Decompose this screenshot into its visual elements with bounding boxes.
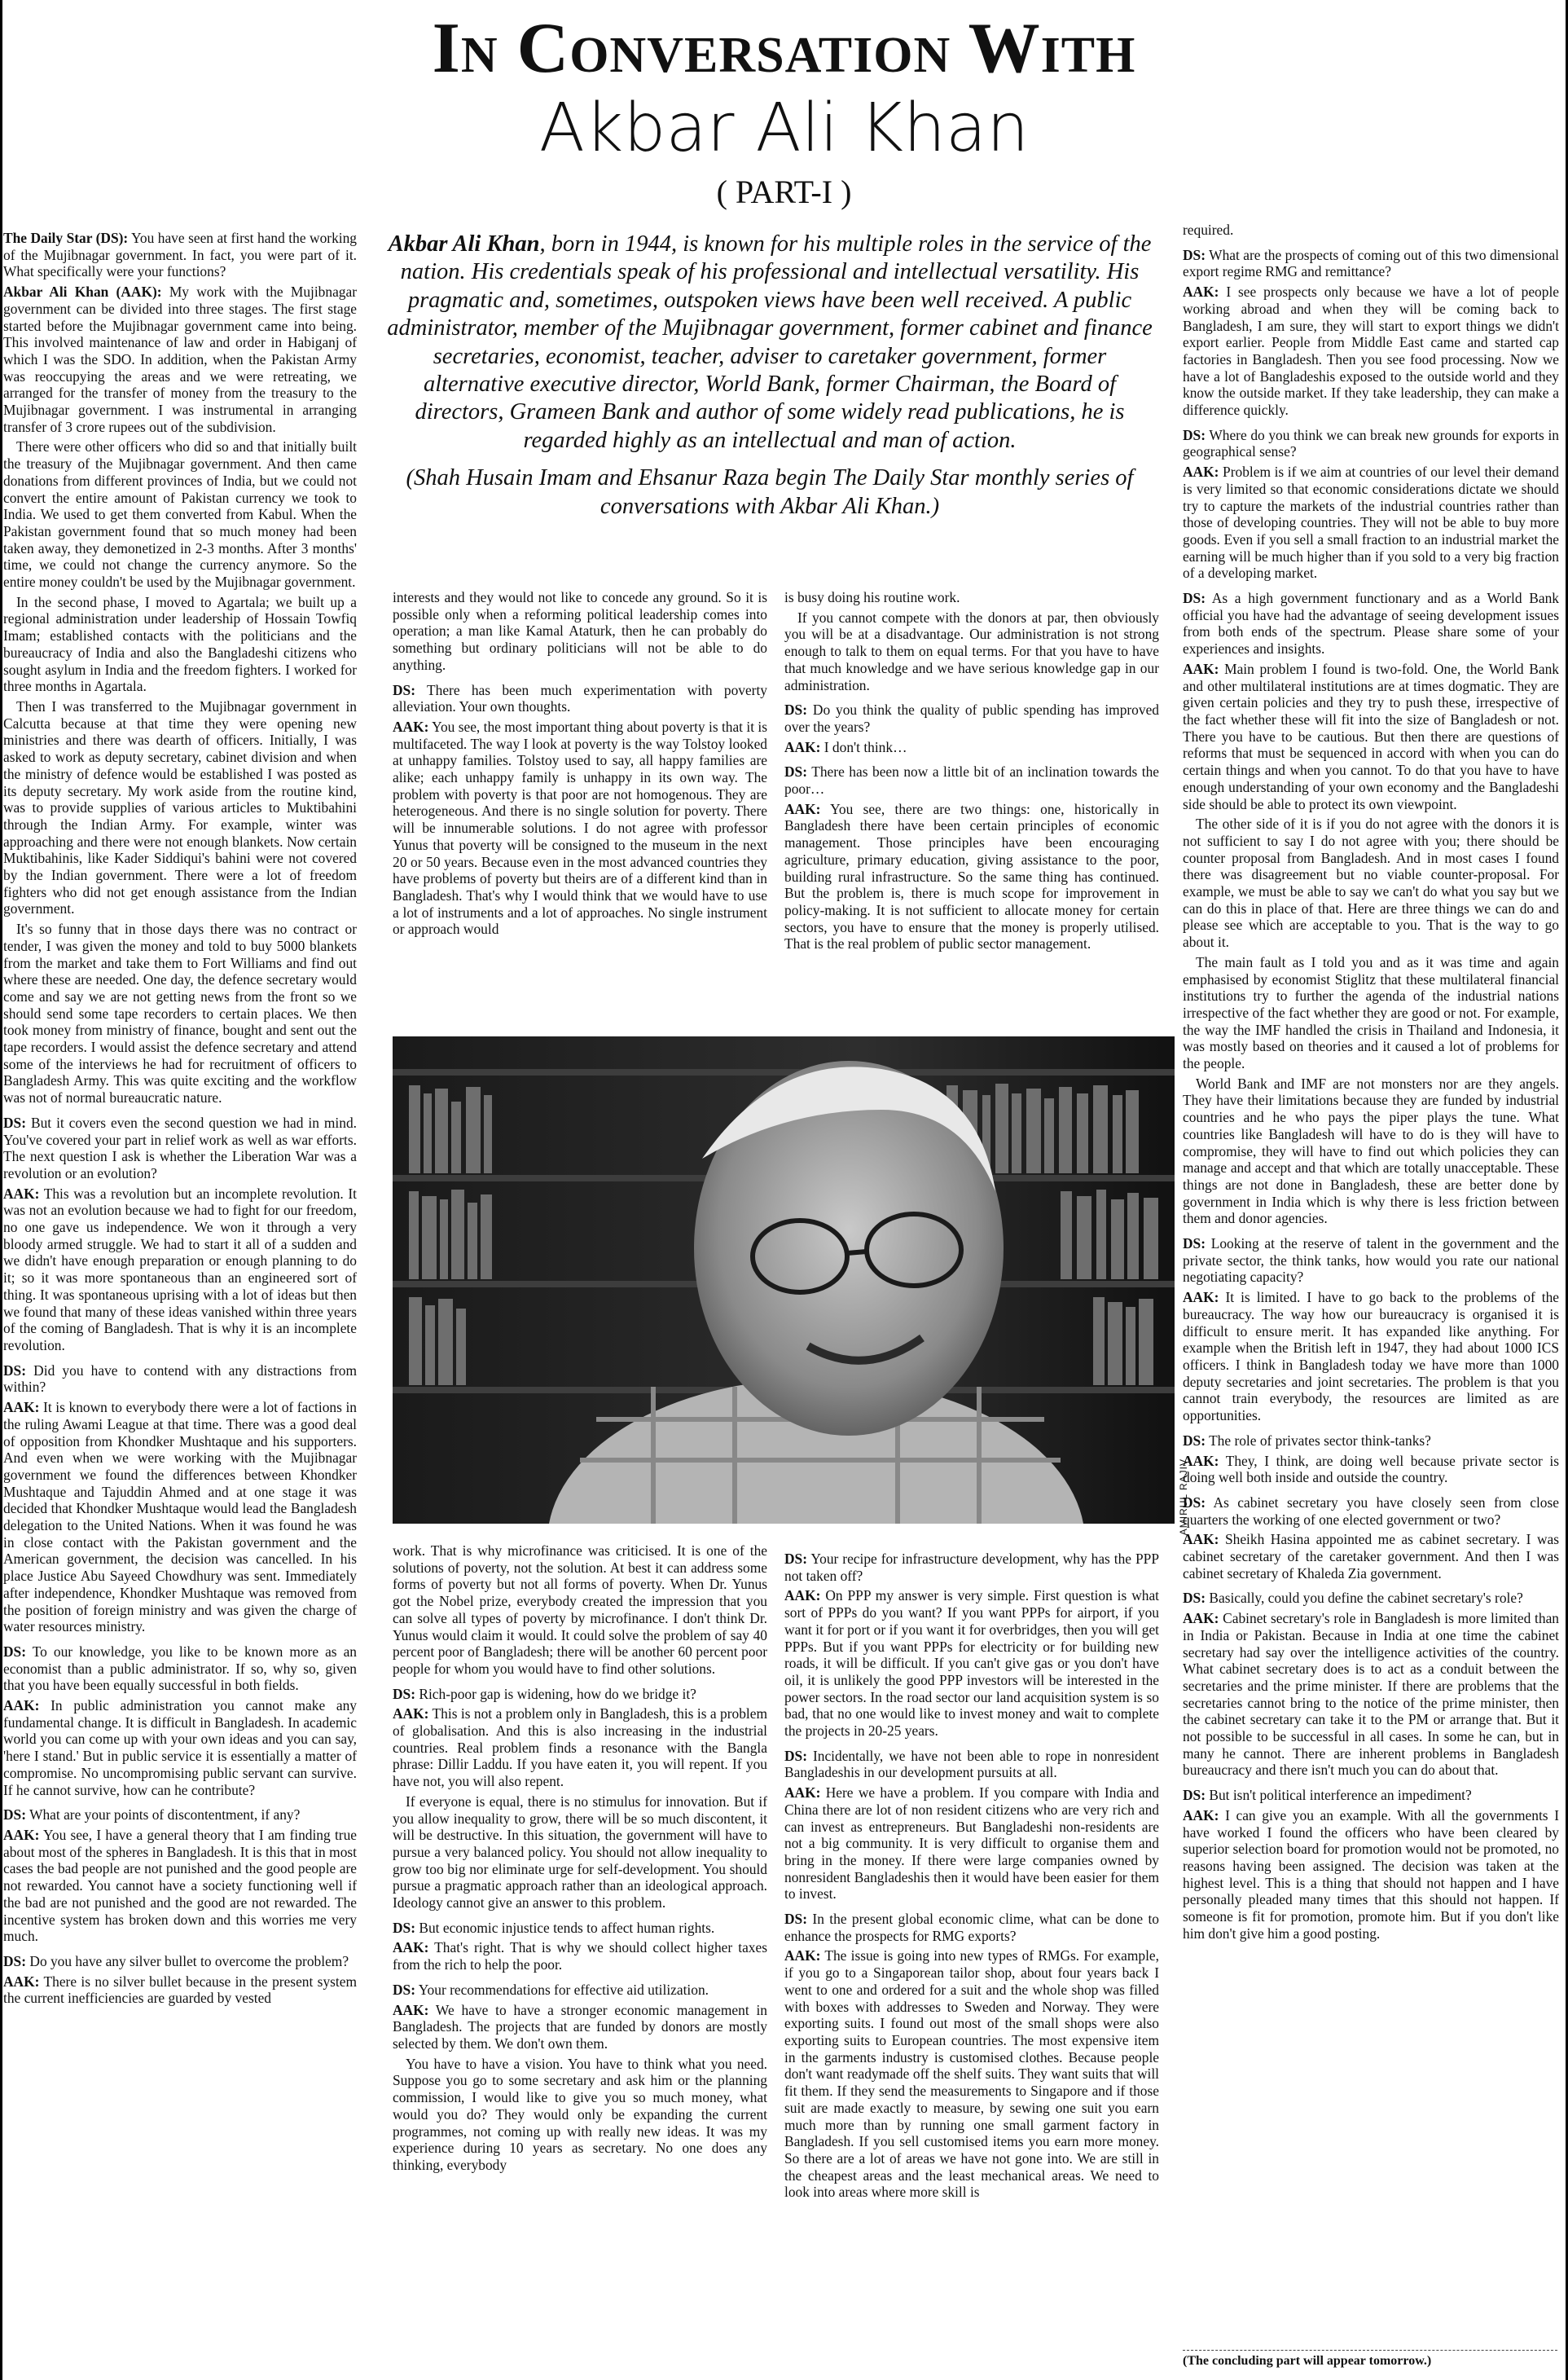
paragraph: The main fault as I told you and as it was time and again emphasised by economist Stiglitz that these multilateral financial institutions try to further the agenda of the industrial nations irrespective of the fact whether they are good or not. For example, the way the IMF handled the crisis in Thailand and Indonesia, it was mostly based on theories and it caused a lot of problems for the people.	[1183, 953, 1559, 1072]
paragraph: AAK: I can give you an example. With all the governments I have worked I found the officers who have been cleared by superior selection board for promotion would not be promoted, no reasons having been assigned. The decision was taken at the highest level. This is a thing that should not happen and I have personally pleaded many times that this should not happen. If someone is fit for promotion, promote him. But if you don't like him don't give him a good posting.	[1183, 1806, 1559, 1942]
paragraph: DS: The role of privates sector think-tanks?	[1183, 1432, 1431, 1449]
intro-byline: (Shah Husain Imam and Ehsanur Raza begin The Daily Star monthly series of conversations with Akbar Ali Khan.)	[406, 465, 1134, 519]
photo-credit: AMIRUL RAJIV	[1178, 1458, 1189, 1536]
paragraph: AAK: Problem is if we aim at countries of our level their demand is very limited so that economic considerations dictate we should try to capture the markets of the industrial countries rather than those of developing countries. They will not be able to buy more goods. Even if you sell a small fraction to an industrial market the earning will be much higher than if you sold to a very big fraction of a developing market.	[1183, 464, 1559, 582]
paragraph: DS: Basically, could you define the cabinet secretary's role?	[1183, 1590, 1523, 1607]
paragraph: DS: In the present global economic clime, what can be done to enhance the prospects for RMG exports?	[784, 1911, 1159, 1944]
paragraph: AAK: Here we have a problem. If you compare with India and China there are lot of non resident citizens who are very rich and can invest as entrepreneurs. But Bangladeshi non-residents are not a big community. It is very difficult to organise them and bring in the money. If there were large companies owned by nonresident Bangladeshis then it would have been easier for them to invest.	[784, 1784, 1159, 1903]
page-title: In Conversation With	[432, 9, 1136, 88]
paragraph: is busy doing his routine work.	[784, 589, 960, 605]
paragraph: DS: What are the prospects of coming out of this two dimensional export regime RMG and remittance?	[1183, 246, 1559, 280]
paragraph: AAK: Sheikh Hasina appointed me as cabinet secretary. I was cabinet secretary of the caretaker government. And then I was cabinet secretary of Khaleda Zia government.	[1183, 1531, 1559, 1582]
paragraph: DS: But isn't political interference an impediment?	[1183, 1787, 1472, 1804]
paragraph: AAK: You see, there are two things: one, historically in Bangladesh there have been certain principles of economic management. Those principles have been encouraging agriculture, primary education, giving assistance to the poor, building rural infrastructure. So the same thing has continued. But the problem is, there is much scope for improvement in policy-making. It is not sufficient to allocate money for certain sectors, you have to ensure that the money is properly utilised. That is the real problem of public sector management.	[784, 800, 1159, 952]
column-4	[1183, 222, 1559, 2343]
paragraph: AAK: The issue is going into new types of RMGs. For example, if you go to a Singaporean tailor shop, about four years back I went to one and ordered for a suit and the whole shop was filled with boxes with addresses to Sweden and Norway. They were exporting suits. I found out most of the small shops were also exporting suits to European countries. The most expensive item in the garments industry is customised clothes. Because people don't want readymade off the shelf suits. They want suits that will fit them. If they send the measurements to Singapore and if those suit are made exactly to measure, by sewing one suit you earn much more than by running one small garment factory in Bangladesh. If you sell customised items you earn more money. So there are a lot of areas we have not gone into. We are still in the cheapest areas and the least mechanical areas. We need to look into areas where more skill is	[784, 1947, 1159, 2201]
paragraph: DS: Rich-poor gap is widening, how do we bridge it?	[393, 1685, 696, 1702]
paragraph: DS: But economic injustice tends to affect human rights.	[393, 1919, 715, 1936]
paragraph: AAK: You see, I have a general theory that I am finding true about most of the spheres in Bangladesh. It is this that in most cases the bad people are not punished and the good people are not rewarded. You cannot have a society functioning well if the bad are not punished and the good are not rewarded. The incentive system has broken down and this worries me very much.	[3, 1826, 357, 1945]
paragraph: DS: Incidentally, we have not been able to rope in nonresident Bangladeshis in our development pursuits at all.	[784, 1747, 1159, 1781]
paragraph: DS: As cabinet secretary you have closely seen from close quarters the working of one elected government or two?	[1183, 1494, 1559, 1528]
paragraph: AAK: It is known to everybody there were a lot of factions in the ruling Awami League at that time. There was a good deal of opposition from Khondker Mushtaque and his supporters. And even when we were working with the Mujibnagar government we found the differences between Khondker Mushtaque and Tajuddin Ahmed and at one stage it was decided that Khondker Mushtaque would lead the Bangladesh delegation to the United Nations. When it was found he was in close contact with the Pakistan government and the American government, the decision was cancelled. In his place Justice Abu Sayeed Chowdhury was sent. Immediately after independence, Khondker Mushtaque was removed from the position of foreign ministry and was given the charge of water resources ministry.	[3, 1399, 357, 1635]
paragraph: interests and they would not like to concede any ground. So it is possible only when a reforming political leadership comes into operation; a man like Kamal Ataturk, then he can probably do something but ordinary politicians will not be able to do anything.	[393, 589, 767, 673]
paragraph: DS: There has been much experimentation with poverty alleviation. Your own thoughts.	[393, 681, 767, 715]
paragraph: AAK: It is limited. I have to go back to the problems of the bureaucracy. The way how our bureaucracy is organised it is difficult to ensure merit. It has expanded like anything. For example when the British left in 1947, they had about 1000 ICS officers. I think in Bangladesh today we have more than 1000 deputy secretaries and joint secretaries. The problem is that you cannot train everybody, the resources are limited as are opportunities.	[1183, 1289, 1559, 1424]
paragraph: In the second phase, I moved to Agartala; we built up a regional administration under leadership of Hossain Towfiq Imam; established contacts with the politicians and the bureaucracy of India and also the Bangladeshi citizens who sought asylum in India and the freedom fighters. I worked for three months in Agartala.	[3, 593, 357, 695]
paragraph: AAK: There is no silver bullet because in the present system the current inefficiencies are guarded by vested	[3, 1973, 357, 2007]
column-2-top	[393, 589, 767, 1026]
paragraph: DS: Your recipe for infrastructure development, why has the PPP not taken off?	[784, 1551, 1159, 1584]
paragraph: AAK: You see, the most important thing about poverty is that it is multifaceted. The way I look at poverty is the way Tolstoy looked at unhappy families. Tolstoy used to say, all happy families are alike; each unhappy family is unhappy in its own way. The problem with poverty is that poor are not homogenous. They are heterogeneous. And there is no single solution for poverty. There will be innumerable solutions. I do not agree with professor Yunus that poverty will be consigned to the museum in the next 20 or 50 years. Because even in the most advanced countries they have problems of poverty but theirs are of a different kind than in Bangladesh. That's why I would think that we would have to use a lot of instruments and a lot of approaches. No single instrument or approach would	[393, 718, 767, 938]
paragraph: DS: Looking at the reserve of talent in the government and the private sector, the think tanks, how would you rate our national negotiating capacity?	[1183, 1235, 1559, 1286]
page-border-left	[0, 0, 2, 2380]
part-label: ( PART-I )	[716, 174, 852, 210]
paragraph: AAK: We have to have a stronger economic management in Bangladesh. The projects that are funded by donors are mostly selected by them. We don't own them.	[393, 2001, 767, 2052]
paragraph: DS: Your recommendations for effective aid utilization.	[393, 1981, 709, 1998]
paragraph: DS: Where do you think we can break new grounds for exports in geographical sense?	[1183, 426, 1559, 460]
paragraph: If everyone is equal, there is no stimulus for innovation. But if you allow inequality to grow, there will be so much discontent, it will be destructive. In this situation, the government will have to pursue a very balanced policy. You should not allow inequality to grow too big nor eliminate urge for self-development. You should pursue a pragmatic approach rather than an ideological approach. Ideology cannot give an answer to this problem.	[393, 1793, 767, 1911]
paragraph: AAK: That's right. That is why we should collect higher taxes from the rich to help the poor.	[393, 1939, 767, 1973]
paragraph: DS: As a high government functionary and as a World Bank official you have had the advantage of seeing development issues from both ends of the spectrum. Please share some of your experiences and insights.	[1183, 590, 1559, 658]
column-3-bottom	[784, 1542, 1159, 2373]
column-1	[3, 222, 357, 2373]
paragraph: The other side of it is if you do not agree with the donors it is not sufficient to say I do not agree with you; there should be counter proposal from Bangladesh. And in most cases I found there was disagreement but no viable counter-proposal. For example, we must be able to say we can't do what you say but we can do this in place of that. Here are three things we can do and please see which are acceptable to you. That is the way to go about it.	[1183, 816, 1559, 951]
paragraph: DS: There has been now a little bit of an inclination towards the poor…	[784, 763, 1159, 798]
paragraph: DS: Do you think the quality of public spending has improved over the years?	[784, 702, 1159, 735]
paragraph: DS: Did you have to contend with any distractions from within?	[3, 1362, 357, 1396]
paragraph: DS: Do you have any silver bullet to overcome the problem?	[3, 1952, 349, 1969]
paragraph: AAK: This was a revolution but an incomplete revolution. It was not an evolution because we had to fight for our freedom, no one gave us independence. We won it through a very bloody armed struggle. We had to start it all of a sudden and we didn't have enough preparation or enough planning to do it; so it was more spontaneous than an engineered sort of thing. It was spontaneous uprising with a lot of ideas but then we found that many of these ideas vanished within three years of the coming of Bangladesh. That is why it is an incomplete revolution.	[3, 1185, 357, 1353]
paragraph: DS: What are your points of discontentment, if any?	[3, 1806, 301, 1823]
intro-bio: Akbar Ali Khan, born in 1944, is known for his multiple roles in the service of the nation. His credentials speak of his professional and intellectual versatility. His pragmatic and, sometimes, outspoken views have been well received. A public administrator, member of the Mujibnagar government, former cabinet and finance secretaries, economist, teacher, adviser to caretaker government, former alternative executive director, World Bank, former Chairman, the Board of directors, Grameen Bank and author of some widely read publications, he is regarded highly as an intellectual and man of action.	[387, 231, 1153, 453]
paragraph: You have to have a vision. You have to think what you need. Suppose you go to some secretary and ask him or the planning commission, I would like to give you so much money, what would you do? They would only be expanding the current programmes, not coming up with really new ideas. It was my experience during 10 years as secretary. No one does any thinking, everybody	[393, 2055, 767, 2173]
paragraph: There were other officers who did so and that initially built the treasury of the Mujibnagar government. And then came donations from different provinces of India, but we could not convert the entire amount of Pakistan currency we took to India. We used to get them converted from Kabul. When the Pakistan government found that so much money had been taken away, they demonetized in 2-3 months. After 3 months' time, we could not change the currency anymore. So the entire money couldn't be used by the Mujibnagar government.	[3, 438, 357, 591]
paragraph: AAK: I don't think…	[784, 738, 907, 755]
paragraph: AAK: In public administration you cannot make any fundamental change. It is difficult in Bangladesh. In academic world you can come up with your own ideas and you can say, 'here I stand.' But in public service it is essentially a matter of compromise. No uncompromising public servant can survive. If he cannot survive, how can he contribute?	[3, 1697, 357, 1798]
column-2-bottom	[393, 1542, 767, 2373]
paragraph: AAK: Main problem I found is two-fold. One, the World Bank and other multilateral institutions are at times dogmatic. They are given certain policies and they try to push these, irrespective of the fact whether these will fit into the size of Bangladesh or not. There you have to be cautious. But then there are questions of reforms that must be sequenced in accord with when you can do certain things and when you cannot. To do that you have to have enough understanding of your own economy and the Bangladeshi side should be able to protect its own viewpoint.	[1183, 660, 1559, 812]
paragraph: Akbar Ali Khan (AAK): My work with the Mujibnagar government can be divided into three stages. The first stage started before the Mujibnagar government came into being. This involved maintenance of law and order in Habiganj of which I was the SDO. In addition, when the Pakistan Army was reoccupying the areas and we were retreating, we arranged for the transfer of money from the treasury to the Mujibnagar government. I was instrumental in arranging transfer of 3 crore rupees out of the subdivision.	[3, 284, 357, 435]
portrait-photo	[393, 1036, 1175, 1524]
continuation-note: (The concluding part will appear tomorrow.)	[1183, 2350, 1557, 2369]
paragraph: AAK: On PPP my answer is very simple. First question is what sort of PPPs do you want? If you want PPPs for airport, if you want it for port or if you want it for overbridges, then you will get PPPs. But if you want PPPs for electricity or for building new roads, it will be difficult. If you can't give gas or you don't have oil, it is unlikely the good PPP investors will be interested in the power sectors. In the road sector our land acquisition system is so bad, that no one would like to invest money and wait to complete the projects in 20-25 years.	[784, 1587, 1159, 1740]
paragraph: DS: To our knowledge, you like to be known more as an economist than a public administrator. If so, why so, given that you have been equally successful in both fields.	[3, 1643, 357, 1694]
paragraph: required.	[1183, 222, 1234, 238]
paragraph: Then I was transferred to the Mujibnagar government in Calcutta because at that time they were opening new ministries and there was dearth of officers. Initially, I was asked to work as deputy secretary, cabinet division and when the ministry of defence would be established I was posted as its deputy secretary. My work aside from the routine kind, was to provide supplies of various articles to Muktibahini through the Indian Army. For example, winter was approaching and there were not enough blankets. Now certain Muktibahinis, like Kader Siddiqui's bahini were not covered by the Indian government. There were a lot of freedom fighters who did not get enough assistance from the Indian government.	[3, 697, 357, 917]
column-3-top	[784, 589, 1159, 1026]
interviewee-name: Akbar Ali Khan	[538, 90, 1030, 167]
paragraph: World Bank and IMF are not monsters nor are they angels. They have their limitations because they are funded by industrial countries and he who pays the piper plays the tune. What countries like Bangladesh will have to do is they will have to compromise, they will have to find out which policies they can manage and accept and that which are totally unacceptable. These things are not done in Bangladesh, these are better done by government in India which is why there is less friction between them and donor agencies.	[1183, 1075, 1559, 1227]
paragraph: AAK: They, I think, are doing well because private sector is doing well both inside and outside the country.	[1183, 1452, 1559, 1486]
paragraph: AAK: This is not a problem only in Bangladesh, this is a problem of globalisation. And this is also increasing in the industrial countries. Real problem finds a resonance with the Bangla phrase: Dillir Laddu. If you have eaten it, you will repent. If you have not, you will also repent.	[393, 1705, 767, 1790]
paragraph: The Daily Star (DS): You have seen at first hand the working of the Mujibnagar government. In fact, you were part of it. What specifically were your functions?	[3, 230, 357, 280]
paragraph: AAK: Cabinet secretary's role in Bangladesh is more limited than in India or Pakistan. Because in India at one time the cabinet secretary had say over the intelligence activities of the country. What cabinet secretary does is to act as a conduit between the secretaries and the prime minister. If there are problems that the secretaries cannot bring to the notice of the prime minister, then the cabinet secretary can take it to the PM or arrange that. But it not possible to be successful in all cases. In some he can, but in many he cannot. There are inherent problems in Bangladesh bureaucracy and there isn't much you can do about that.	[1183, 1610, 1559, 1779]
paragraph: It's so funny that in those days there was no contract or tender, I was given the money and told to buy 5000 blankets from the market and take them to Fort Williams and find out where these are needed. One day, the defence secretary would come and say we are not getting news from the front so we should send some tape recorders to certain places. We then took money from ministry of finance, bought and sent out the tape recorders. I would assist the defence secretary and attend some of the interviews he had for recruitment of officers to Bangladesh Army. This was quite exciting and the workflow was not of normal bureaucratic nature.	[3, 921, 357, 1106]
paragraph: AAK: I see prospects only because we have a lot of people working abroad and when they will be coming back to Bangladesh, I am sure, they will start to export things we didn't export earlier. People from Middle East came and started cap factories in Bangladesh. Then you see food processing. Now we have a lot of Bangladeshis exposed to the outside world and they know the outside market. If they take leadership, they can make a difference quickly.	[1183, 284, 1559, 419]
intro-block	[383, 231, 1157, 530]
paragraph: work. That is why microfinance was criticised. It is one of the solutions of poverty, not the solution. At best it can address some forms of poverty but not all forms of poverty. When Dr. Yunus got the Nobel prize, everybody created the impression that you can solve all types of poverty by microfinance. I don't think Dr. Yunus would claim it would. It could solve the problem of say 40 percent poor of Bangladesh; there will be another 60 percent poor people for whom you would have to find other solutions.	[393, 1542, 767, 1677]
paragraph: DS: But it covers even the second question we had in mind. You've covered your part in relief work as well as war efforts. The next question I ask is whether the Liberation War was a revolution or an evolution?	[3, 1114, 357, 1181]
paragraph: If you cannot compete with the donors at par, then obviously you will be at a disadvantage. Our administration is not strong enough to talk to them on equal terms. For that you have to have that much knowledge and we have serious knowledge gap in our administration.	[784, 609, 1159, 693]
